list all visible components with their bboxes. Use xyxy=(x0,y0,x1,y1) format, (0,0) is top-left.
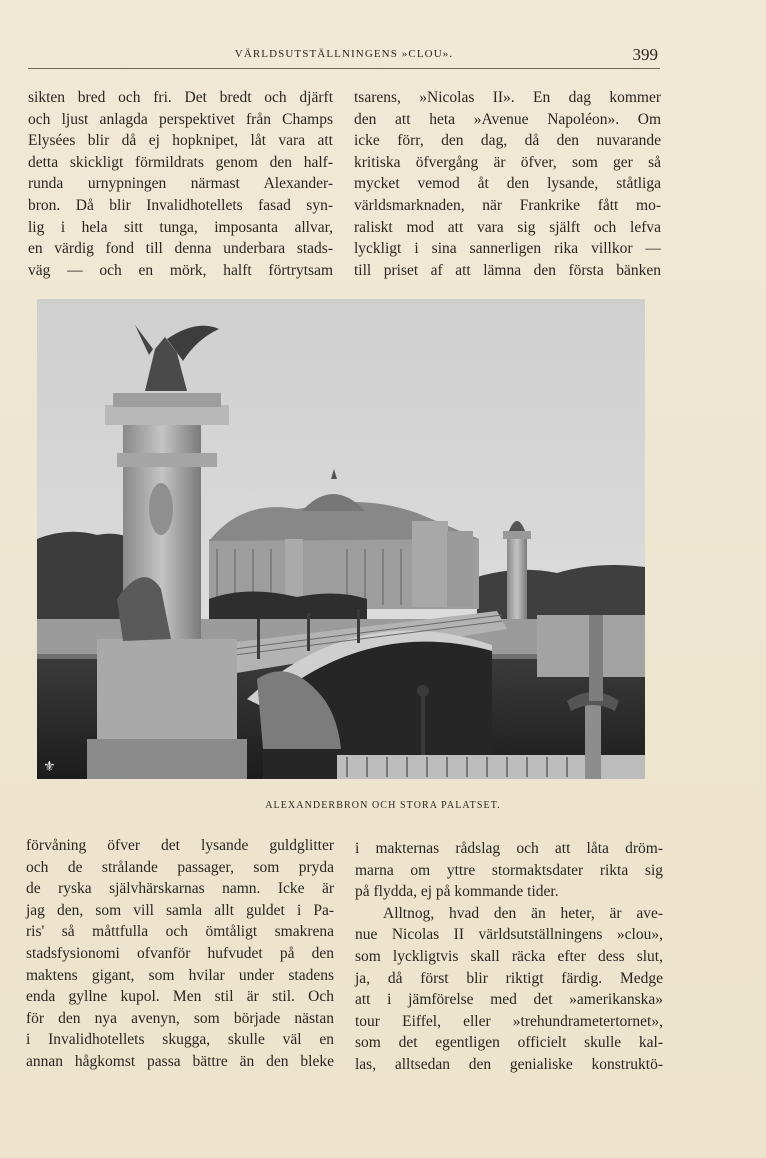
text-line: en värdig fond till denna underbara stads- xyxy=(28,240,333,258)
text-line: i Invalidhotellets skugga, skulle väl en xyxy=(26,1031,334,1049)
text-line: sikten bred och fri. Det bredt och djärft xyxy=(28,89,333,106)
text-line: Alltnog, hvad den än heter, är ave- xyxy=(383,904,663,922)
text-line: tsarens, »Nicolas II». En dag kommer xyxy=(354,89,661,106)
bridge-photograph xyxy=(37,299,645,779)
text-line: enda gyllne kupol. Men stil är stil. Och xyxy=(26,988,334,1006)
text-line: marna om yttre stormaktsdater rikta sig xyxy=(355,861,663,879)
text-line: som det egentligen officielt skulle kal- xyxy=(355,1034,663,1052)
text-line: i makternas rådslag och att låta dröm- xyxy=(355,840,663,857)
text-line: förvåning öfver det lysande guldglitter xyxy=(26,837,334,854)
text-line: nue Nicolas II världsutställningens »clou», xyxy=(355,926,663,944)
text-line: mycket vemod åt den lysande, ståtliga xyxy=(354,175,661,193)
text-line: att i jämförelse med det »amerikanska» xyxy=(355,991,663,1009)
text-line: och de strålande passager, som pryda xyxy=(26,858,334,876)
text-column-bottom-right xyxy=(355,838,663,1076)
text-line: stadsfysionomi ofvanför hufvudet på den xyxy=(26,944,334,962)
text-line: tour Eiffel, eller »trehundrametertornet», xyxy=(355,1012,663,1030)
text-line: maktens gigant, som hvilar under stadens xyxy=(26,966,334,984)
text-line: bron. Då blir Invalidhotellets fasad syn- xyxy=(28,196,333,214)
text-line: som lyckligtvis skall räcka efter dess slut, xyxy=(355,947,663,965)
text-line: ris' så måttfulla och ömtåligt smakrena xyxy=(26,923,334,941)
text-line: till priset af att lämna den första bänken xyxy=(354,261,661,279)
text-line: lyckligt i sina sannerligen rika villkor — xyxy=(354,240,661,258)
text-column-top-left xyxy=(28,87,333,281)
text-line: kritiska öfvergång är öfver, som ger så xyxy=(354,153,661,171)
text-line: och ljust anlagda perspektivet från Champs xyxy=(28,110,333,128)
text-line: ja, då först blir riktigt färdig. Medge xyxy=(355,969,663,987)
text-line: jag den, som vill samla allt guldet i Pa- xyxy=(26,901,334,919)
text-line: på flydda, ej på kommande tider. xyxy=(355,883,559,901)
running-title: VÄRLDSUTSTÄLLNINGENS »CLOU». xyxy=(234,48,454,60)
text-line: de ryska självhärskarnas namn. Icke är xyxy=(26,880,334,898)
text-line: för den nya avenyn, som började nästan xyxy=(26,1009,334,1027)
figure-caption: ALEXANDERBRON OCH STORA PALATSET. xyxy=(265,800,501,811)
page-number: 399 xyxy=(632,45,658,64)
text-line: annan hågkomst passa bättre än den bleke xyxy=(26,1052,334,1070)
svg-text:⚜: ⚜ xyxy=(43,759,56,775)
text-column-top-right xyxy=(354,87,661,281)
text-line: den att heta »Avenue Napoléon». Om xyxy=(354,110,661,128)
text-line: världsmarknaden, när Frankrike fått mo- xyxy=(354,196,661,214)
text-line: icke förr, den dag, då den nuvarande xyxy=(354,132,661,150)
text-line: Elysées blir då ej hopknipet, låt vara att xyxy=(28,132,333,150)
text-line: las, alltsedan den genialiske konstruktö- xyxy=(355,1055,663,1073)
text-line: lig i hela sitt tunga, imposanta allvar, xyxy=(28,218,333,236)
text-line: raliskt mod att vara sig själft och lefva xyxy=(354,218,661,236)
text-line: väg — och en mörk, halft förtrytsam xyxy=(28,261,333,279)
running-header xyxy=(28,44,660,69)
text-line: detta skickligt förmildrats genom den half- xyxy=(28,153,333,171)
text-line: runda urnypningen närmast Alexander- xyxy=(28,175,333,193)
text-column-bottom-left xyxy=(26,835,334,1073)
